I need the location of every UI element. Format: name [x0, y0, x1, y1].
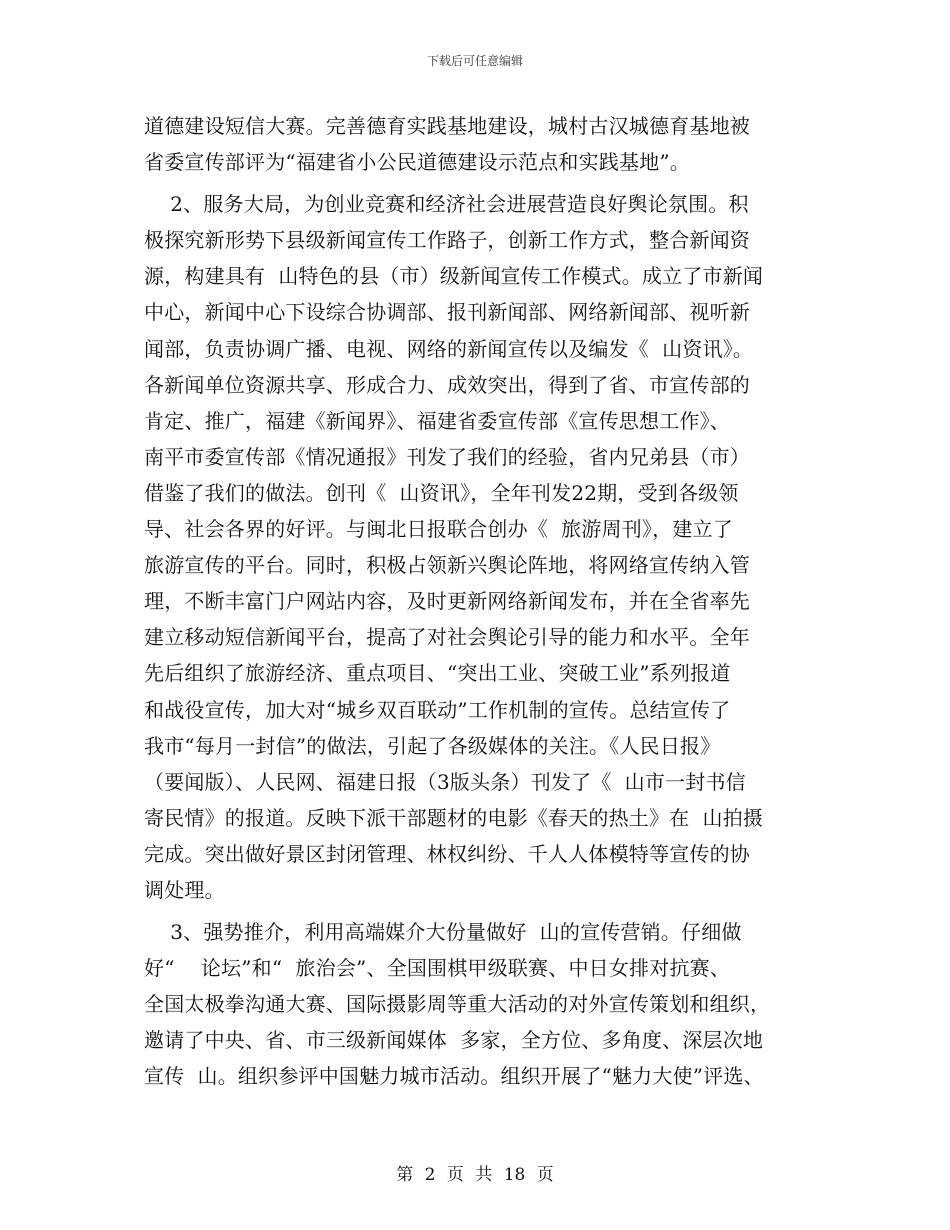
text-line: 各新闻单位资源共享、形成合力、成效突出，得到了省、市宣传部的 [144, 372, 750, 397]
page-footer: 第 2 页 共 18 页 [396, 1165, 554, 1185]
text-line: 闻部，负责协调广播、电视、网络的新闻宣传以及编发《 山资讯》。 [144, 336, 754, 361]
text-line: 3、强势推介，利用高端媒介大份量做好 山的宣传营销。仔细做 [144, 920, 742, 945]
text-line: 中心，新闻中心下设综合协调部、报刊新闻部、网络新闻部、视听新 [144, 300, 750, 325]
paragraph [144, 914, 844, 1094]
text-line: 导、社会各界的好评。与闽北日报联合创办《 旅游周刊》，建立了 [144, 517, 733, 542]
text-line: 理，不断丰富门户网站内容，及时更新网络新闻发布，并在全省率先 [144, 589, 750, 614]
text-line: 极探究新形势下县级新闻宣传工作路子，创新工作方式，整合新闻资 [144, 228, 750, 253]
text-line: 道德建设短信大赛。完善德育实践基地建设，城村古汉城德育基地被 [144, 114, 750, 138]
text-line: 调处理。 [144, 877, 225, 902]
text-line: 宣传 山。组织参评中国魅力城市活动。组织开展了“魅力大使”评选、 [144, 1064, 764, 1089]
text-line: 邀请了中央、省、市三级新闻媒体 多家，全方位、多角度、深层次地 [144, 1028, 764, 1053]
paragraph [144, 186, 844, 908]
text-line: 源，构建具有 山特色的县（市）级新闻宣传工作模式。成立了市新闻 [144, 264, 764, 289]
text-line: 和战役宣传，加大对“城乡双百联动”工作机制的宣传。总结宣传了 [144, 697, 731, 722]
text-line: 省委宣传部评为“福建省小公民道德建设示范点和实践基地”。 [144, 150, 691, 175]
text-line: 完成。突出做好景区封闭管理、林权纠纷、千人人体模特等宣传的协 [144, 841, 750, 866]
text-line: 2、服务大局，为创业竞赛和经济社会进展营造良好舆论氛围。积 [144, 192, 749, 217]
document-body [144, 108, 844, 1095]
text-line: 我市“每月一封信”的做法，引起了各级媒体的关注。《人民日报》 [144, 733, 721, 758]
text-line: 寄民情》的报道。反映下派干部题材的电影《春天的热土》在 山拍摄 [144, 805, 764, 830]
text-line: 借鉴了我们的做法。创刊《 山资讯》，全年刊发22期，受到各级领 [144, 480, 739, 505]
text-line: 全国太极拳沟通大赛、国际摄影周等重大活动的对外宣传策划和组织， [144, 992, 771, 1017]
text-line: 南平市委宣传部《情况通报》刊发了我们的经验，省内兄弟县（市） [144, 444, 750, 469]
paragraph [144, 108, 844, 180]
text-line: （要闻版）、人民网、福建日报（3版头条）刊发了《 山市一封书信 [144, 769, 746, 794]
text-line: 肯定、推广，福建《新闻界》、福建省委宣传部《宣传思想工作》、 [144, 408, 730, 433]
text-line: 建立移动短信新闻平台，提高了对社会舆论引导的能力和水平。全年 [144, 625, 750, 650]
page-header: 下载后可任意编辑 [426, 54, 523, 68]
text-line: 旅游宣传的平台。同时，积极占领新兴舆论阵地，将网络宣传纳入管 [144, 553, 750, 578]
text-line: 好“ 论坛”和“ 旅治会”、全国围棋甲级联赛、中日女排对抗赛、 [144, 956, 731, 981]
text-line: 先后组织了旅游经济、重点项目、“突出工业、突破工业”系列报道 [144, 661, 731, 686]
